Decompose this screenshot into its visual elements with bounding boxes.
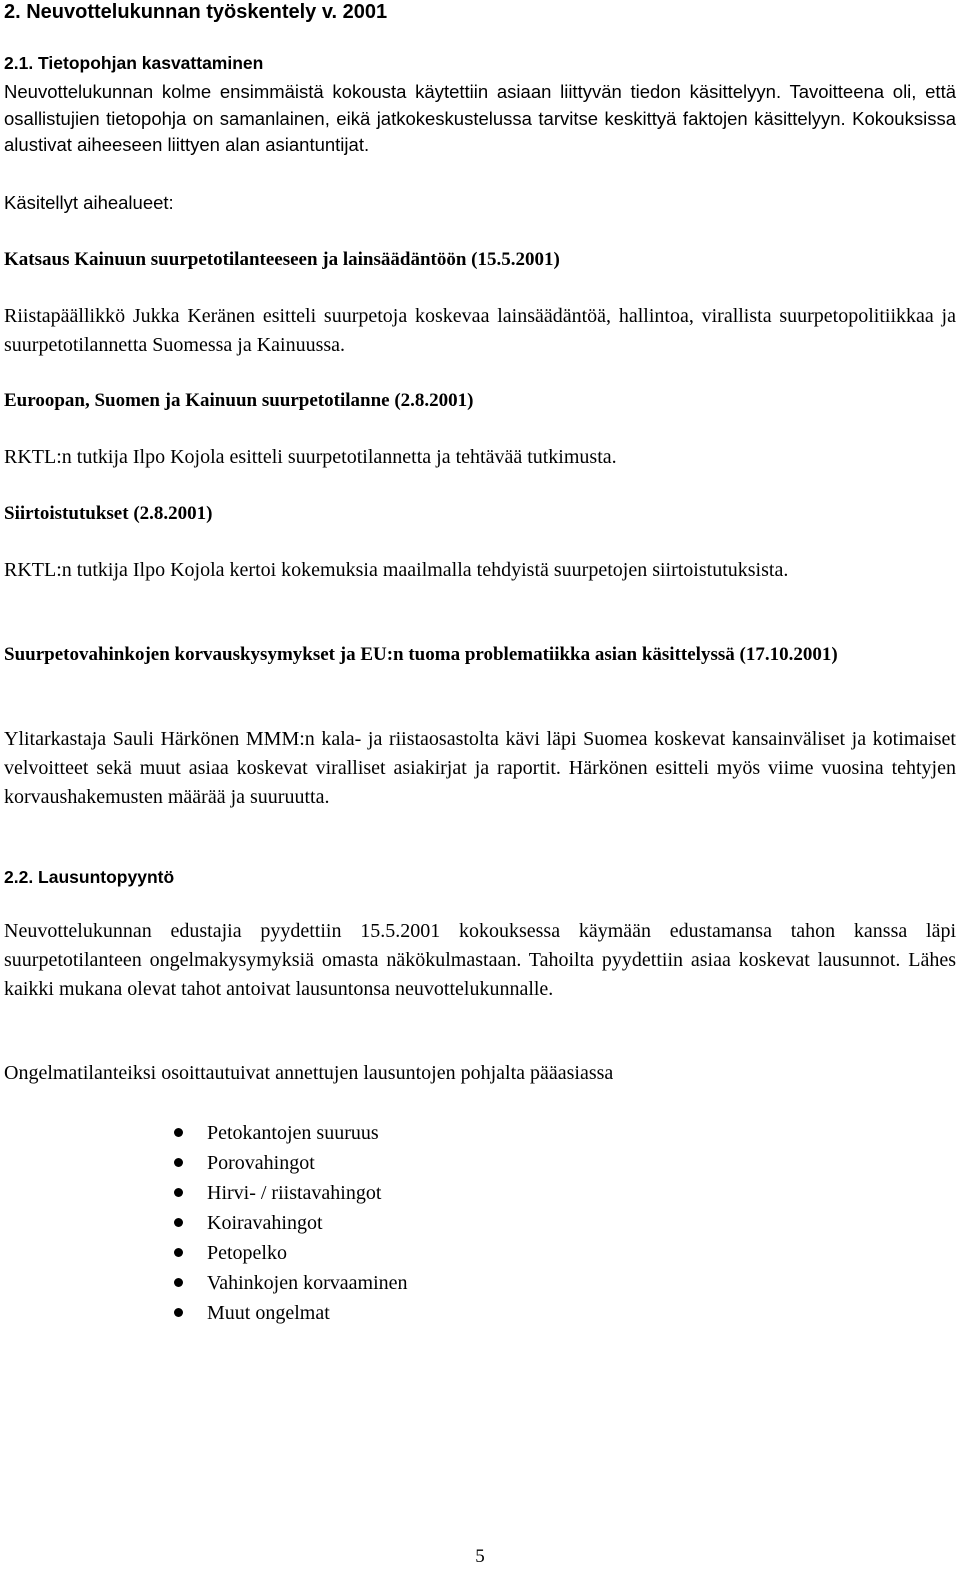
bullet-icon bbox=[174, 1308, 183, 1317]
intro-paragraph: Neuvottelukunnan kolme ensimmäistä kokousta käytettiin asiaan liittyvän tiedon käsittelyyn. Tavoitteena oli, että osallistujien tietopohja on samanlainen, eikä jatkokeskustelussa tarvitse keskittyä faktojen käsittelyyn. Kokouksissa alustivat aiheeseen liittyen alan asiantuntijat. bbox=[4, 81, 956, 155]
topic-heading-3: Siirtoistutukset (2.8.2001) bbox=[4, 503, 213, 524]
list-item: Koiravahingot bbox=[4, 1208, 704, 1238]
problems-list bbox=[4, 1118, 704, 1328]
problems-intro: Ongelmatilanteiksi osoittautuivat annettujen lausuntojen pohjalta pääasiassa bbox=[4, 1062, 614, 1084]
topic-heading-1: Katsaus Kainuun suurpetotilanteeseen ja lainsäädäntöön (15.5.2001) bbox=[4, 249, 560, 270]
list-item: Hirvi- / riistavahingot bbox=[4, 1178, 704, 1208]
bullet-icon bbox=[174, 1158, 183, 1167]
section-title: 2. Neuvottelukunnan työskentely v. 2001 bbox=[4, 1, 388, 23]
list-item: Vahinkojen korvaaminen bbox=[4, 1268, 704, 1298]
bullet-icon bbox=[174, 1188, 183, 1197]
list-item: Petokantojen suuruus bbox=[4, 1118, 704, 1148]
topic-text-1: Riistapäällikkö Jukka Keränen esitteli suurpetoja koskevaa lainsäädäntöä, hallintoa, virallista suurpetopolitiikkaa ja suurpetotilannetta Suomessa ja Kainuussa. bbox=[4, 305, 956, 356]
bullet-icon bbox=[174, 1248, 183, 1257]
topics-label: Käsitellyt aihealueet: bbox=[4, 192, 174, 213]
list-item: Porovahingot bbox=[4, 1148, 704, 1178]
bullet-icon bbox=[174, 1218, 183, 1227]
topic-heading-4: Suurpetovahinkojen korvauskysymykset ja EU:n tuoma problematiikka asian käsittelyssä (17.10.2001) bbox=[4, 644, 838, 665]
bullet-icon bbox=[174, 1278, 183, 1287]
statement-paragraph: Neuvottelukunnan edustajia pyydettiin 15.5.2001 kokouksessa käymään edustamansa tahon kanssa läpi suurpetotilanteen ongelmakysymyksiä omasta näkökulmastaan. Tahoilta pyydettiin asiaa koskevat lausunnot. Lähes kaikki mukana olevat tahot antoivat lausuntonsa neuvottelukunnalle. bbox=[4, 920, 956, 1000]
topic-text-4: Ylitarkastaja Sauli Härkönen MMM:n kala- ja riistaosastolta kävi läpi Suomea koskevat kansainväliset ja kotimaiset velvoitteet sekä muut asiaa koskevat viralliset asiakirjat ja raportit. Härkönen esitteli myös viime vuosina tehtyjen korvaushakemusten määrää ja suuruutta. bbox=[4, 728, 956, 808]
topic-text-3: RKTL:n tutkija Ilpo Kojola kertoi kokemuksia maailmalla tehdyistä suurpetojen siirtoistutuksista. bbox=[4, 559, 789, 581]
list-item: Muut ongelmat bbox=[4, 1298, 704, 1328]
topic-text-2: RKTL:n tutkija Ilpo Kojola esitteli suurpetotilannetta ja tehtävää tutkimusta. bbox=[4, 446, 617, 468]
list-item: Petopelko bbox=[4, 1238, 704, 1268]
page-number: 5 bbox=[475, 1546, 485, 1567]
subsection-title-2-1: 2.1. Tietopohjan kasvattaminen bbox=[4, 53, 264, 73]
bullet-icon bbox=[174, 1128, 183, 1137]
subsection-title-2-2: 2.2. Lausuntopyyntö bbox=[4, 867, 175, 887]
topic-heading-2: Euroopan, Suomen ja Kainuun suurpetotilanne (2.8.2001) bbox=[4, 390, 474, 411]
